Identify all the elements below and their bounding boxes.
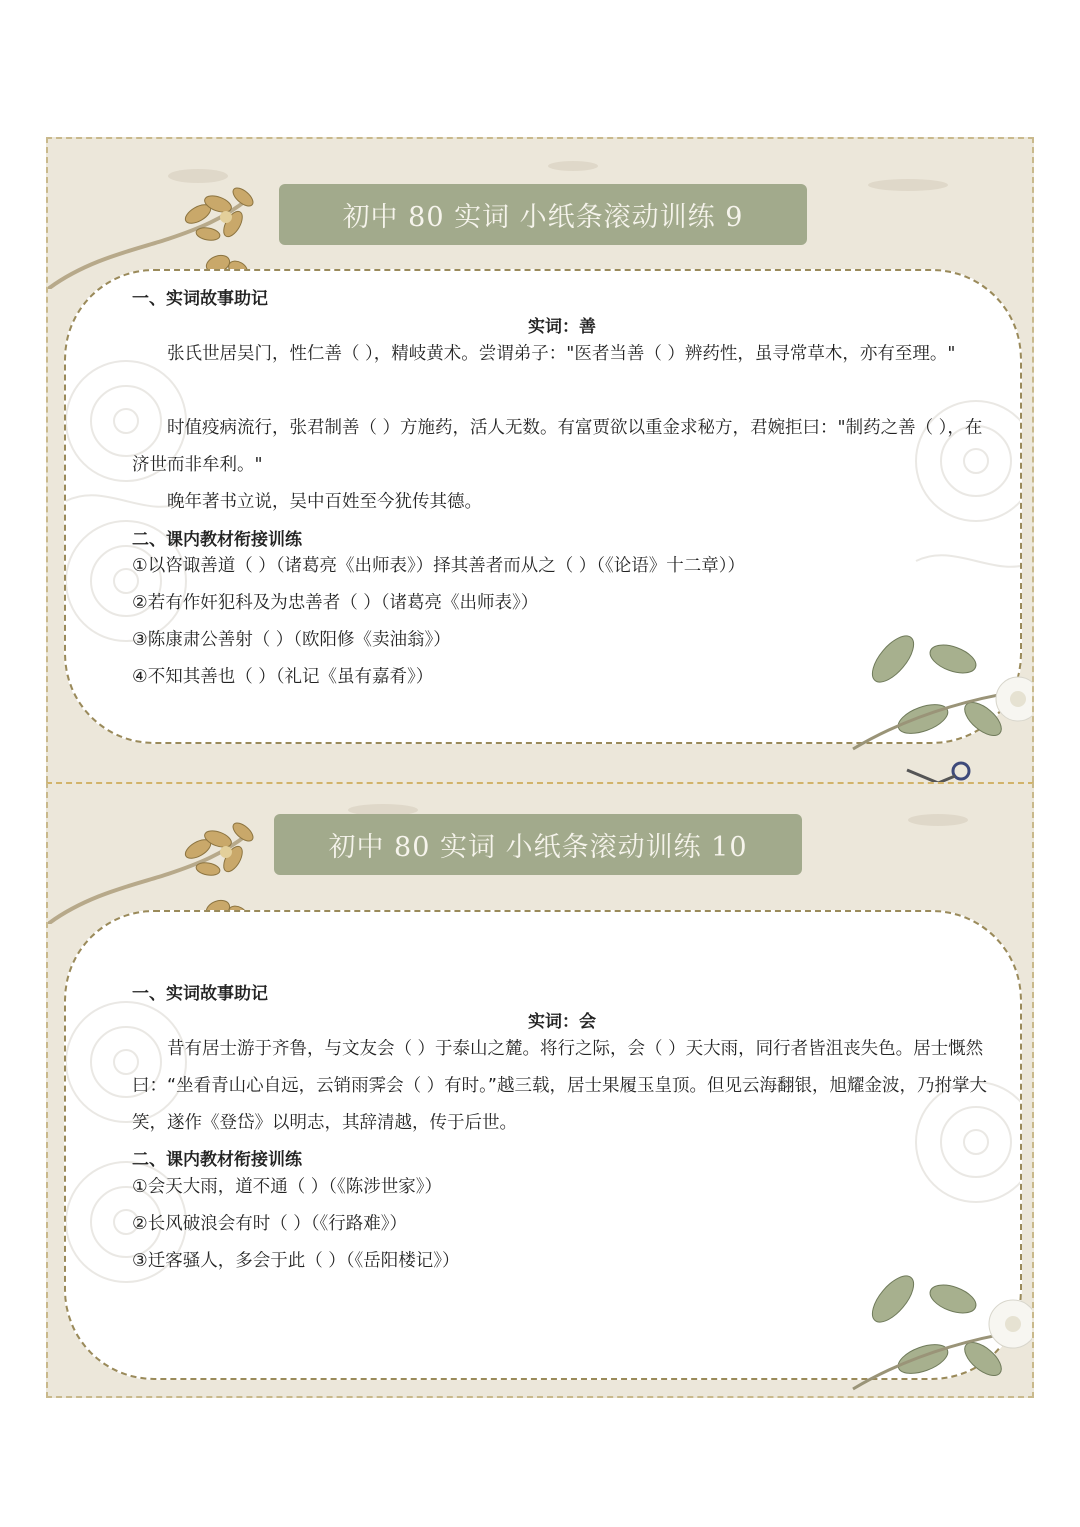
exercise-item: ①以咨诹善道（ ）（诸葛亮《出师表》）择其善者而从之（ ）（《论语》十二章））: [132, 556, 746, 576]
story-paragraph: 昔有居士游于齐鲁，与文友会（ ）于泰山之麓。将行之际，会（ ）天大雨，同行者皆沮丧失色。居士慨然曰：“坐看青山心自远，云销雨霁会（ ）有时。”越三载，居士果履玉皇顶。但见云海翻银，旭耀金波，乃拊掌大笑，遂作《登岱》以明志，其辞清越，传于后世。: [132, 1039, 987, 1133]
word-heading: 实词：会: [528, 1012, 596, 1032]
card-title-banner: [274, 814, 802, 875]
card-title: 初中 80 实词 小纸条滚动训练 9: [342, 202, 744, 233]
section-heading: 一、实词故事助记: [132, 289, 268, 309]
exercise-item: ②若有作奸犯科及为忠善者（ ）（诸葛亮《出师表》）: [132, 593, 539, 613]
story-paragraph: 张氏世居吴门，性仁善（ ），精岐黄术。尝谓弟子："医者当善（ ）辨药性，虽寻常草木，亦有至理。": [167, 344, 956, 364]
exercise-item: ③迁客骚人，多会于此（ ）（《岳阳楼记》）: [132, 1251, 460, 1271]
paper-texture: [908, 814, 968, 826]
card-title: 初中 80 实词 小纸条滚动训练 10: [328, 832, 748, 863]
exercise-item: ③陈康肃公善射（ ）（欧阳修《卖油翁》）: [132, 630, 451, 650]
card1-text: [132, 280, 992, 700]
story-paragraph: 晚年著书立说，吴中百姓至今犹传其德。: [167, 492, 482, 512]
word-heading: 实词：善: [528, 317, 596, 337]
section-heading: 二、课内教材衔接训练: [132, 530, 302, 550]
section-heading: 二、课内教材衔接训练: [132, 1150, 302, 1170]
story-paragraph: 时值疫病流行，张君制善（ ）方施药，活人无数。有富贾欲以重金求秘方，君婉拒曰："制药之善（ ），在济世而非牟利。": [132, 418, 983, 475]
paper-texture: [868, 179, 948, 191]
card-title-banner: [279, 184, 807, 245]
card2-text: [132, 975, 992, 1295]
section-heading: 一、实词故事助记: [132, 984, 268, 1004]
exercise-item: ②长风破浪会有时（ ）（《行路难》）: [132, 1214, 407, 1234]
exercise-item: ④不知其善也（ ）（礼记《虽有嘉肴》）: [132, 667, 434, 687]
paper-texture: [548, 161, 598, 171]
exercise-item: ①会天大雨，道不通（ ）（《陈涉世家》）: [132, 1177, 442, 1197]
